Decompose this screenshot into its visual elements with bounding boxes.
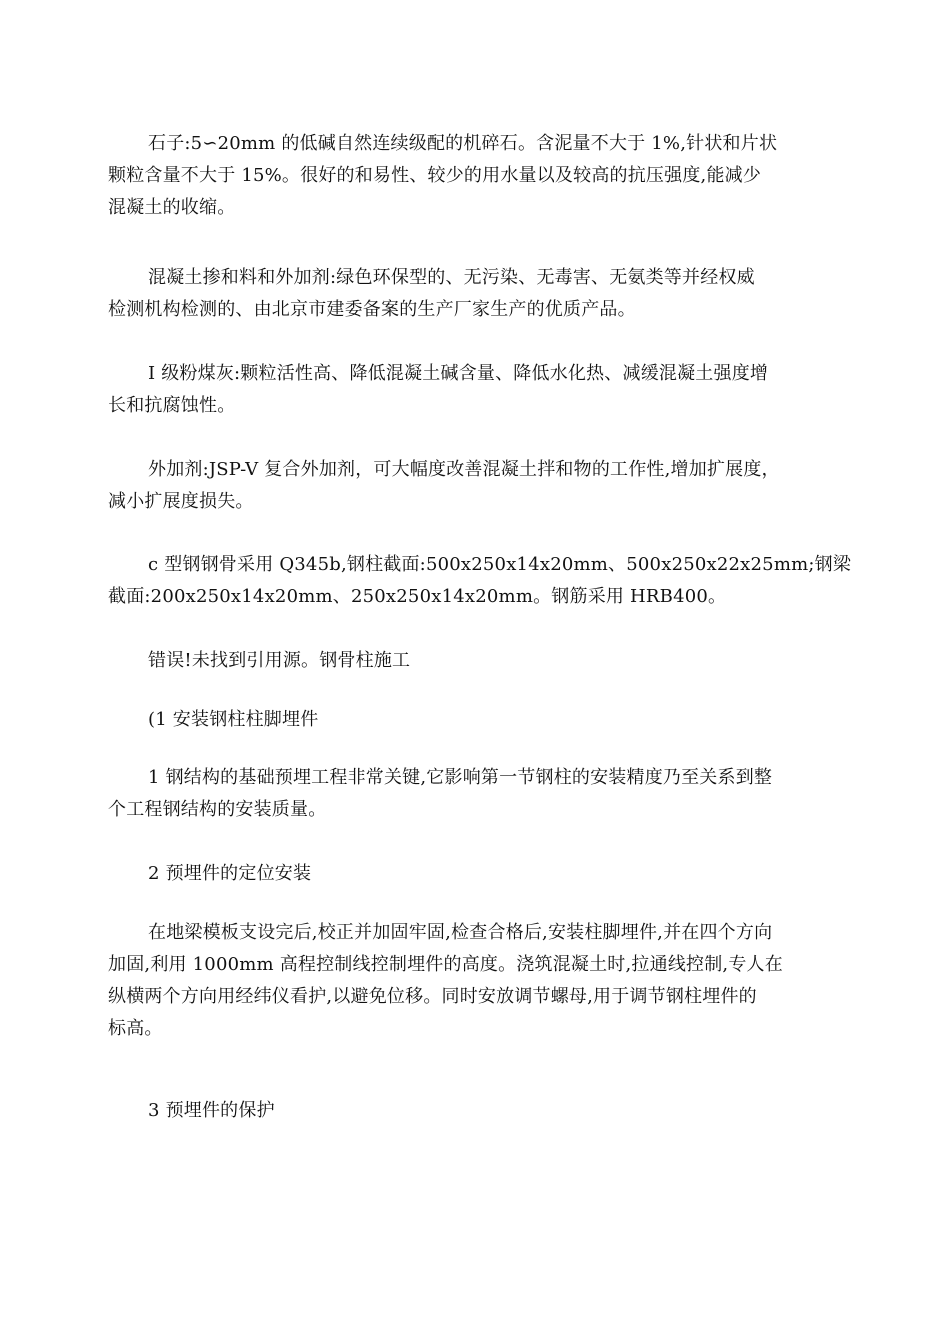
paragraph-positioning — [108, 917, 848, 1045]
item-heading-2 — [108, 858, 848, 890]
paragraph-line: 1 钢结构的基础预埋工程非常关键,它影响第一节钢柱的安装精度乃至关系到整 — [148, 767, 773, 788]
paragraph-line: 颗粒含量不大于 15%。很好的和易性、较少的用水量以及较高的抗压强度,能减少 — [108, 165, 762, 186]
paragraph-line: 在地梁模板支设完后,校正并加固牢固,检查合格后,安装柱脚埋件,并在四个方向 — [148, 922, 773, 943]
paragraph-admixtures — [108, 262, 848, 326]
paragraph-fly-ash — [108, 358, 848, 422]
subsection-heading-embedded-parts — [108, 704, 848, 736]
paragraph-line: 检测机构检测的、由北京市建委备案的生产厂家生产的优质产品。 — [108, 299, 636, 320]
paragraph-line: 个工程钢结构的安装质量。 — [108, 799, 327, 820]
heading-line: (1 安装钢柱柱脚埋件 — [148, 709, 319, 730]
paragraph-item-1 — [108, 762, 848, 826]
heading-line: 3 预埋件的保护 — [148, 1100, 275, 1121]
paragraph-line: c 型钢钢骨采用 Q345b,钢柱截面:500x250x14x20mm、500x250x22x25mm;钢梁 — [148, 554, 852, 575]
paragraph-aggregate — [108, 128, 848, 224]
paragraph-additive — [108, 454, 848, 518]
heading-line: 2 预埋件的定位安装 — [148, 863, 312, 884]
heading-line: 错误!未找到引用源。钢骨柱施工 — [148, 650, 411, 671]
paragraph-line: 混凝土的收缩。 — [108, 197, 236, 218]
item-heading-3 — [108, 1095, 848, 1127]
paragraph-line: 长和抗腐蚀性。 — [108, 395, 236, 416]
section-heading-steel-column — [108, 645, 848, 677]
paragraph-line: 外加剂:JSP-V 复合外加剂，可大幅度改善混凝土拌和物的工作性,增加扩展度， — [148, 459, 780, 480]
paragraph-steel-sections — [108, 549, 852, 613]
paragraph-line: 截面:200x250x14x20mm、250x250x14x20mm。钢筋采用 HRB400。 — [108, 586, 727, 607]
paragraph-line: 加固,利用 1000mm 高程控制线控制埋件的高度。浇筑混凝土时,拉通线控制,专人在 — [108, 954, 783, 975]
paragraph-line: 混凝土掺和料和外加剂:绿色环保型的、无污染、无毒害、无氨类等并经权威 — [148, 267, 755, 288]
paragraph-line: 纵横两个方向用经纬仪看护,以避免位移。同时安放调节螺母,用于调节钢柱埋件的 — [108, 986, 757, 1007]
paragraph-line: 石子:5∽20mm 的低碱自然连续级配的机碎石。含泥量不大于 1%,针状和片状 — [148, 133, 778, 154]
paragraph-line: 减小扩展度损失。 — [108, 491, 254, 512]
paragraph-line: I 级粉煤灰:颗粒活性高、降低混凝土碱含量、降低水化热、减缓混凝土强度增 — [148, 363, 769, 384]
paragraph-line: 标高。 — [108, 1018, 163, 1039]
